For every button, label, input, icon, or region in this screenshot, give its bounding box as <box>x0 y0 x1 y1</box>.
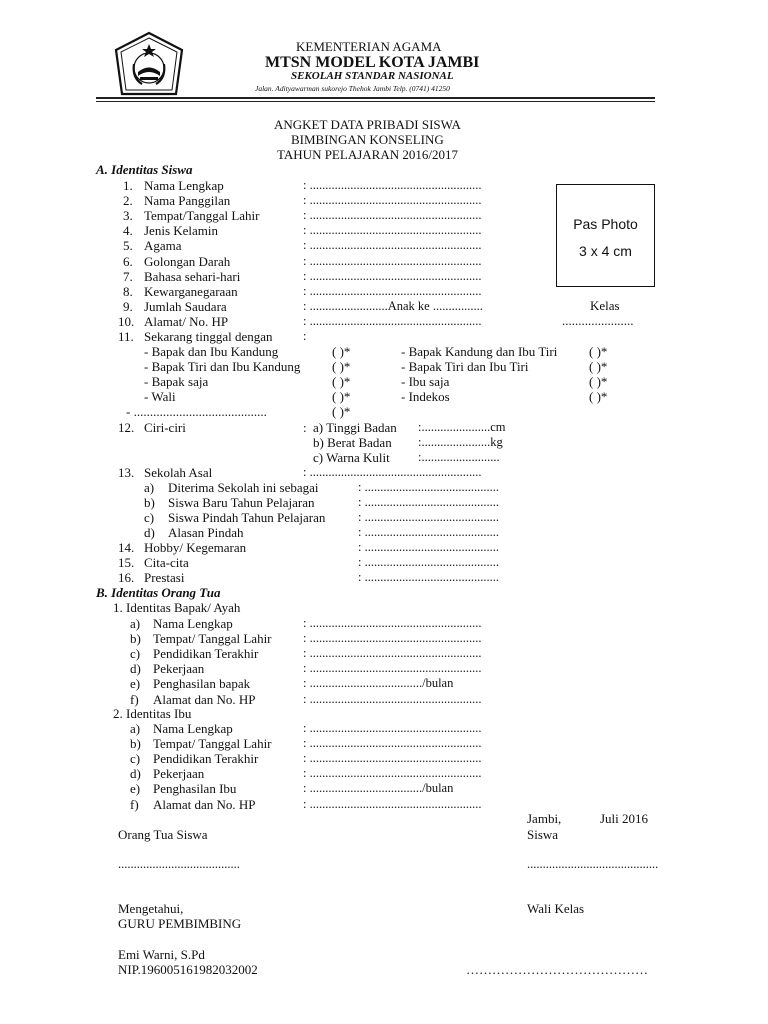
sub-input[interactable]: : ........................................... <box>358 480 499 494</box>
father-title: 1. Identitas Bapak/ Ayah <box>113 600 241 615</box>
living-option-label: - Indekos <box>401 389 450 405</box>
school-name: MTSN MODEL KOTA JAMBI <box>265 54 480 71</box>
field-label: Tempat/Tanggal Lahir <box>144 208 260 224</box>
parent-signature-line[interactable]: ....................................... <box>118 857 240 871</box>
sub-letter: b) <box>130 736 141 752</box>
living-option-label: - ......................................... <box>126 404 267 420</box>
ministry-name: KEMENTERIAN AGAMA <box>296 39 442 54</box>
field-input[interactable]: : ....................................................... <box>303 208 482 223</box>
counselor-name: Emi Warni, S.Pd <box>118 947 205 962</box>
father-field-input[interactable]: : ..................................../bulan <box>303 676 454 691</box>
field-label: Prestasi <box>144 570 185 586</box>
item-number: 16. <box>118 570 135 586</box>
photo-label: Pas Photo <box>573 216 638 232</box>
living-option-label: - Bapak dan Ibu Kandung <box>144 344 279 359</box>
father-field-label: Alamat dan No. HP <box>153 691 256 707</box>
field-input[interactable]: : ....................................................... <box>303 238 482 253</box>
living-option-label: - Bapak Tiri dan Ibu Tiri <box>401 359 529 375</box>
field-label: Ciri-ciri <box>144 420 186 435</box>
acknowledged-label: Mengetahui, <box>118 901 184 916</box>
sub-input[interactable]: : ........................................... <box>358 495 499 510</box>
sign-date: Juli 2016 <box>600 811 649 826</box>
field-input[interactable]: : ........................................... <box>358 540 499 554</box>
field-label: Agama <box>144 238 182 254</box>
living-option-check[interactable]: ( )* <box>332 374 351 390</box>
living-option-check[interactable]: ( )* <box>332 359 351 375</box>
sub-label: Diterima Sekolah ini sebagai <box>168 480 319 495</box>
living-option-label: - Bapak Tiri dan Ibu Kandung <box>144 359 301 375</box>
living-option-check[interactable]: ( )* <box>589 344 608 359</box>
field-label: Kewarganegaraan <box>144 283 238 299</box>
father-field-input[interactable]: : ....................................................... <box>303 661 482 676</box>
homeroom-signature-line[interactable]: …………………………………… <box>466 962 648 977</box>
counselor-title: GURU PEMBIMBING <box>118 916 242 931</box>
item-number: 4. <box>123 223 133 239</box>
living-option-label: - Bapak Kandung dan Ibu Tiri <box>401 344 558 359</box>
photo-box <box>556 184 655 287</box>
sign-siswa-label: Siswa <box>527 827 559 842</box>
item-number: 2. <box>123 193 133 209</box>
sub-label: Siswa Pindah Tahun Pelajaran <box>168 510 326 526</box>
sub-input[interactable]: : ........................................... <box>358 525 499 540</box>
item-number: 15. <box>118 555 135 571</box>
father-field-label: Pekerjaan <box>153 661 205 677</box>
item-number: 5. <box>123 238 133 254</box>
student-signature-line[interactable]: .......................................... <box>527 857 659 871</box>
item-number: 9. <box>123 298 133 314</box>
sub-letter: b) <box>144 495 155 511</box>
item-number: 1. <box>123 178 133 193</box>
mother-field-input[interactable]: : ....................................................... <box>303 751 482 766</box>
trait-input[interactable]: :......................... <box>418 450 500 465</box>
header-rule-thin <box>96 101 655 102</box>
item-number: 11. <box>118 329 134 344</box>
school-standard: SEKOLAH STANDAR NASIONAL <box>291 70 454 82</box>
field-label: Nama Lengkap <box>144 178 224 193</box>
field-input[interactable]: : .........................Anak ke ................ <box>303 298 483 313</box>
field-input[interactable]: : ....................................................... <box>303 283 482 298</box>
sub-letter: e) <box>130 676 141 692</box>
sub-letter: d) <box>144 525 155 541</box>
homeroom-label: Wali Kelas <box>527 901 585 916</box>
field-label: Cita-cita <box>144 555 189 571</box>
field-label: Alamat/ No. HP <box>144 313 229 329</box>
sub-letter: d) <box>130 766 141 782</box>
school-address: Jalan. Adityawarman sukorejo Thehok Jambi Telp. (0741) 41250 <box>255 84 450 93</box>
trait-label: b) Berat Badan <box>313 435 392 451</box>
trait-input[interactable]: :......................cm <box>418 420 506 434</box>
mother-field-label: Pendidikan Terakhir <box>153 751 259 767</box>
form-subtitle: BIMBINGAN KONSELING <box>291 132 444 147</box>
field-input[interactable]: : ........................................... <box>358 555 499 570</box>
father-field-input[interactable]: : ....................................................... <box>303 631 482 646</box>
mother-field-label: Penghasilan Ibu <box>153 781 237 797</box>
photo-size: 3 x 4 cm <box>579 243 632 259</box>
field-colon: : <box>303 420 307 435</box>
living-option-label: - Ibu saja <box>401 374 450 390</box>
form-title: ANGKET DATA PRIBADI SISWA <box>274 117 461 132</box>
field-label: Jenis Kelamin <box>144 223 219 239</box>
father-field-label: Tempat/ Tanggal Lahir <box>153 631 272 647</box>
kelas-label: Kelas <box>590 298 620 313</box>
living-option-check[interactable]: ( )* <box>589 374 608 390</box>
item-number: 6. <box>123 253 133 269</box>
kelas-field[interactable]: ...................... <box>562 313 634 328</box>
sub-letter: a) <box>130 721 141 736</box>
sub-letter: e) <box>130 781 141 797</box>
sub-letter: a) <box>144 480 155 495</box>
living-option-label: - Bapak saja <box>144 374 209 390</box>
sub-letter: c) <box>130 646 141 662</box>
field-label: Hobby/ Kegemaran <box>144 540 247 555</box>
field-input[interactable]: : ....................................................... <box>303 178 482 192</box>
mother-field-label: Pekerjaan <box>153 766 205 782</box>
mother-title: 2. Identitas Ibu <box>113 706 192 721</box>
item-number: 12. <box>118 420 135 435</box>
mother-field-label: Alamat dan No. HP <box>153 796 256 812</box>
sub-letter: c) <box>130 751 141 767</box>
father-field-input[interactable]: : ....................................................... <box>303 616 482 630</box>
living-option-check[interactable]: ( )* <box>589 359 608 375</box>
sub-letter: d) <box>130 661 141 677</box>
field-input[interactable]: : ....................................................... <box>303 465 482 479</box>
item-number: 3. <box>123 208 133 224</box>
father-field-label: Pendidikan Terakhir <box>153 646 259 662</box>
section-a-heading: A. Identitas Siswa <box>96 162 193 177</box>
trait-label: a) Tinggi Badan <box>313 420 397 435</box>
living-option-check[interactable]: ( )* <box>589 389 608 405</box>
field-label: Nama Panggilan <box>144 193 231 209</box>
living-option-check[interactable]: ( )* <box>332 404 351 420</box>
field-input[interactable]: : ....................................................... <box>303 193 482 208</box>
field-label: Bahasa sehari-hari <box>144 268 241 284</box>
sign-parent-label: Orang Tua Siswa <box>118 827 208 842</box>
field-label: Sekolah Asal <box>144 465 213 480</box>
form-year: TAHUN PELAJARAN 2016/2017 <box>277 147 458 162</box>
sub-input[interactable]: : ........................................... <box>358 510 499 525</box>
sub-label: Alasan Pindah <box>168 525 244 541</box>
item-number: 7. <box>123 268 133 284</box>
father-field-label: Penghasilan bapak <box>153 676 251 692</box>
item-number: 8. <box>123 283 133 299</box>
sub-letter: c) <box>144 510 155 526</box>
living-option-check[interactable]: ( )* <box>332 389 351 405</box>
field-input[interactable]: : ....................................................... <box>303 313 482 328</box>
item-number: 13. <box>118 465 135 480</box>
trait-input[interactable]: :......................kg <box>418 435 503 450</box>
sub-letter: a) <box>130 616 141 631</box>
header-rule <box>96 97 655 99</box>
mother-field-input[interactable]: : ....................................................... <box>303 766 482 781</box>
mother-field-label: Tempat/ Tanggal Lahir <box>153 736 272 752</box>
father-field-label: Nama Lengkap <box>153 616 233 631</box>
sub-label: Siswa Baru Tahun Pelajaran <box>168 495 315 511</box>
section-b-heading: B. Identitas Orang Tua <box>96 585 221 600</box>
item-number: 10. <box>118 313 135 329</box>
father-field-input[interactable]: : ....................................................... <box>303 691 482 706</box>
sub-letter: b) <box>130 631 141 647</box>
sign-city: Jambi, <box>527 811 562 826</box>
living-option-label: - Wali <box>144 389 176 405</box>
father-field-input[interactable]: : ....................................................... <box>303 646 482 661</box>
field-input[interactable]: : ........................................... <box>358 570 499 585</box>
field-input[interactable]: : ....................................................... <box>303 223 482 238</box>
sub-letter: f) <box>130 796 139 812</box>
field-label: Sekarang tinggal dengan <box>144 329 273 344</box>
counselor-nip: NIP.196005161982032002 <box>118 962 258 977</box>
field-label: Golongan Darah <box>144 253 231 269</box>
school-logo <box>112 30 186 104</box>
field-input[interactable]: : ....................................................... <box>303 253 482 268</box>
field-label: Jumlah Saudara <box>144 298 227 314</box>
field-input[interactable]: : ....................................................... <box>303 268 482 283</box>
mother-field-input[interactable]: : ..................................../bulan <box>303 781 454 796</box>
item-number: 14. <box>118 540 135 555</box>
mother-field-input[interactable]: : ....................................................... <box>303 721 482 735</box>
living-option-check[interactable]: ( )* <box>332 344 351 359</box>
field-input[interactable]: : <box>303 329 307 343</box>
mother-field-input[interactable]: : ....................................................... <box>303 796 482 811</box>
trait-label: c) Warna Kulit <box>313 450 390 466</box>
sub-letter: f) <box>130 691 139 707</box>
mother-field-label: Nama Lengkap <box>153 721 233 736</box>
mother-field-input[interactable]: : ....................................................... <box>303 736 482 751</box>
